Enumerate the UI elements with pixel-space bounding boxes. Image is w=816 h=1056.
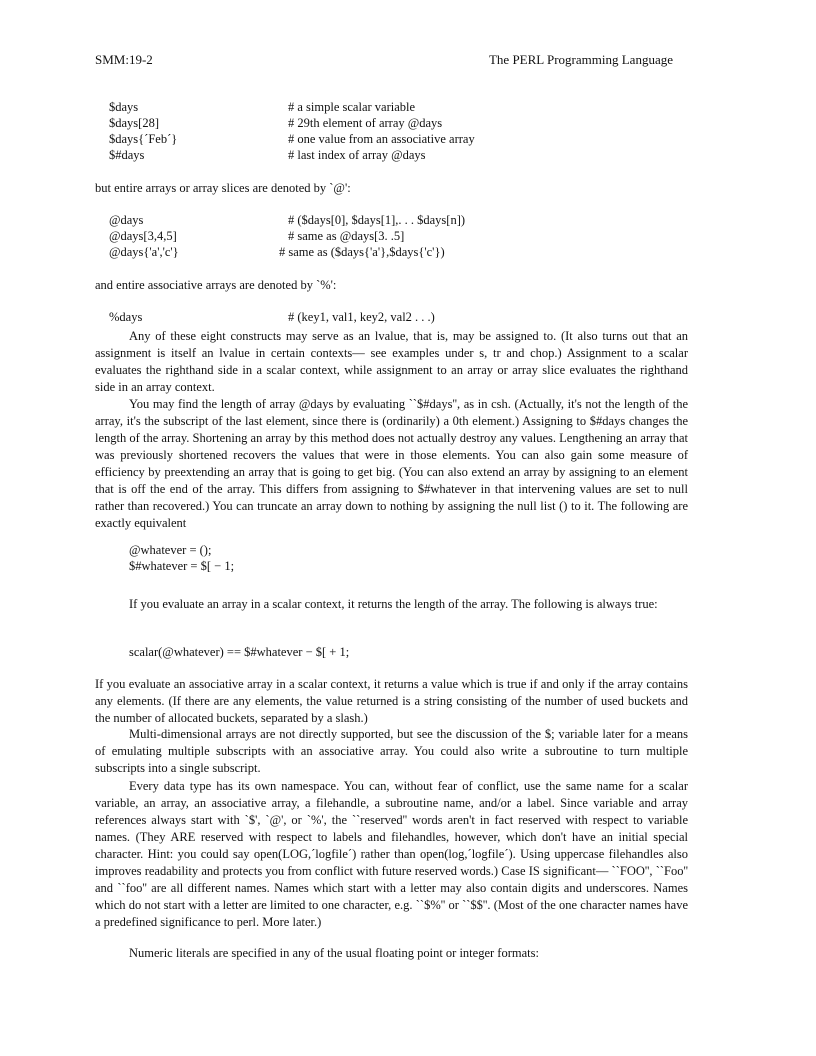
- code-line: @whatever = ();: [129, 543, 212, 557]
- running-header-right: The PERL Programming Language: [488, 52, 673, 67]
- code-comment: # ($days[0], $days[1],. . . $days[n]): [288, 213, 466, 227]
- running-header-left: SMM:19-2: [95, 52, 153, 67]
- paragraph: Numeric literals are specified in any of the usual floating point or integer formats:: [129, 946, 539, 960]
- paragraph: If you evaluate an array in a scalar context, it returns the length of the array. The following is always true:: [129, 597, 658, 611]
- code-text: @days: [109, 213, 144, 227]
- paragraph: Every data type has its own namespace. You can, without fear of conflict, use the same name for a scalar variable, an array, an associative array, a filehandle, a subroutine name, and/or a label. Since variable and array references always start with `$', `@', or `%', the ``reserved'' words aren't in fact reserved with respect to variable names. (They ARE reserved with respect to labels and filehandles, however, which don't have an initial special character. Hint: you could say open(LOG,´logfile´) rather than open(log,´logfile´). Using uppercase filehandles also improves readability and protects you from conflict with future reserved words.) Case IS significant— ``FOO'', ``Foo'' and ``foo'' are all different names. Names which start with a letter may also contain digits and underscores. Names which do not start with a letter are limited to one character, e.g. ``$%'' or ``$$''. (Most of the one character names have a predefined significance to perl. More later.): [95, 779, 688, 929]
- code-text: $days{´Feb´}: [109, 132, 178, 146]
- code-line: $#whatever = $[ − 1;: [129, 559, 235, 573]
- code-text: $#days: [109, 148, 145, 162]
- code-comment: # 29th element of array @days: [288, 116, 443, 130]
- code-comment: # a simple scalar variable: [288, 100, 416, 114]
- code-comment: # same as ($days{'a'},$days{'c'}): [279, 245, 445, 259]
- paragraph: and entire associative arrays are denoted by `%':: [95, 278, 337, 292]
- paragraph: If you evaluate an associative array in a scalar context, it returns a value which is true if and only if the array contains any elements. (If there are any elements, the value returned is a string consisting of the number of used buckets and the number of allocated buckets, separated by a slash.): [95, 677, 688, 725]
- code-text: @days{'a','c'}: [109, 245, 179, 259]
- code-comment: # (key1, val1, key2, val2 . . .): [288, 310, 435, 324]
- paragraph: You may find the length of array @days by evaluating ``$#days'', as in csh. (Actually, it's not the length of the array, it's the subscript of the last element, since there is (ordinarily) a 0th element.) Assigning to $#days changes the length of the array. Shortening an array by this method does not actually destroy any values. Lengthening an array that was previously shortened recovers the values that were in those elements. You can also gain some measure of efficiency by preextending an array that is going to get big. (You can also extend an array by assigning to an element that is off the end of the array. This differs from assigning to $#whatever in that intervening values are set to null rather than recovered.) You can truncate an array down to nothing by assigning the null list () to it. The following are exactly equivalent: [95, 397, 688, 530]
- code-comment: # last index of array @days: [288, 148, 426, 162]
- code-text: $days[28]: [109, 116, 159, 130]
- paragraph: Any of these eight constructs may serve as an lvalue, that is, may be assigned to. (It also turns out that an assignment is itself an lvalue in certain contexts— see examples under s, tr and chop.) Assignment to a scalar evaluates the righthand side in a scalar context, while assignment to an array or array slice evaluates the righthand side in an array context.: [95, 329, 688, 394]
- code-text: $days: [109, 100, 139, 114]
- code-comment: # one value from an associative array: [288, 132, 475, 146]
- code-text: @days[3,4,5]: [109, 229, 177, 243]
- paragraph: Multi-dimensional arrays are not directly supported, but see the discussion of the $; variable later for a means of emulating multiple subscripts with an associative array. You could also write a subroutine to turn multiple subscripts into a single subscript.: [95, 727, 688, 775]
- paragraph: but entire arrays or array slices are denoted by `@':: [95, 181, 351, 195]
- code-comment: # same as @days[3. .5]: [288, 229, 405, 243]
- code-line: scalar(@whatever) == $#whatever − $[ + 1;: [129, 645, 350, 659]
- code-text: %days: [109, 310, 143, 324]
